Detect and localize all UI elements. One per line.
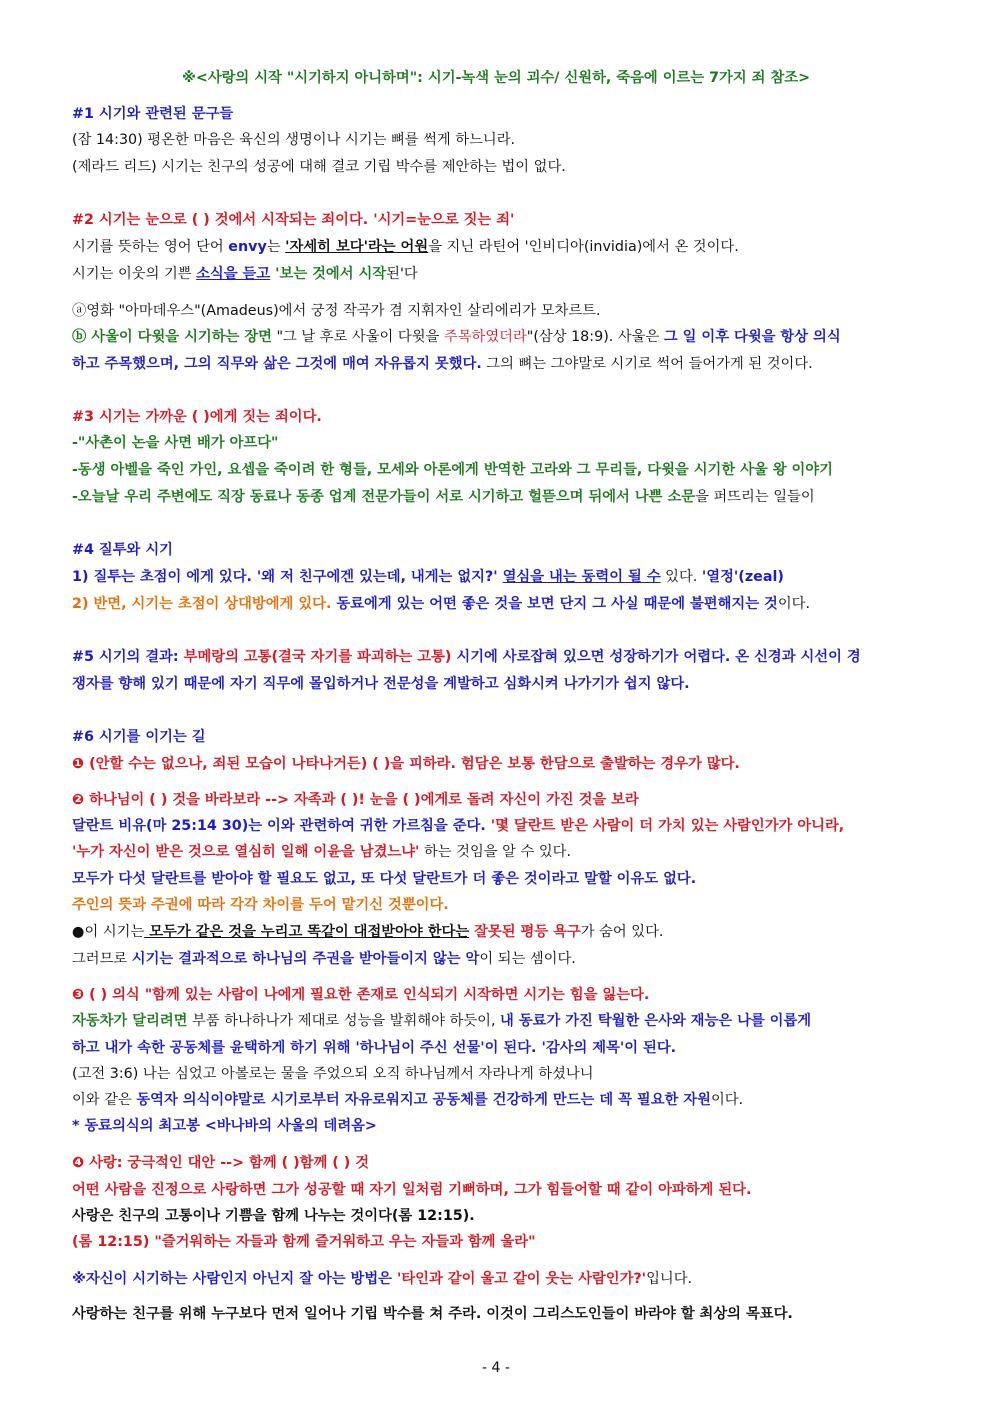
text: '누가 자신이 받은 것으로 열심히 일해 이윤을 남겼느냐' — [72, 844, 420, 860]
text: 그러므로 — [72, 951, 132, 967]
s6-point-2-line-2 — [72, 816, 952, 836]
text: '보는 것에서 시작 — [270, 266, 387, 282]
text: 모두가 같은 것을 누리고 똑같이 대접받아야 한다는 — [144, 924, 470, 940]
text: 는 — [266, 239, 286, 255]
section-3-title: #3 시기는 가까운 ( )에게 짓는 죄이다. — [72, 409, 322, 425]
s6-point-4-line-3: 사랑은 친구의 고통이나 기쁨을 함께 나누는 것이다(롬 12:15). — [72, 1208, 475, 1224]
text: 열심을 내는 동력이 될 수 — [502, 569, 661, 585]
s6-point-2-line-3 — [72, 842, 952, 862]
closing-line-2: 사랑하는 친구를 위해 누구보다 먼저 일어나 기립 박수를 쳐 주라. 이것이 그리스도인들이 바라야 할 최상의 목표다. — [72, 1306, 793, 1322]
text: '자세히 보다'라는 어원 — [285, 239, 429, 255]
s6-point-3-line-5 — [72, 1090, 952, 1110]
s6-point-1: ❶ (안할 수는 없으나, 죄된 모습이 나타나거든) ( )을 피하라. 험담은 보통 한담으로 출발하는 경우가 많다. — [72, 756, 740, 772]
s3-line-3 — [72, 487, 952, 507]
text: "(삼상 18:9). 사울은 — [526, 329, 664, 345]
text: 2) 반면, 시기는 초점이 상대방에게 있다. — [72, 596, 332, 612]
text: 있다. — [660, 569, 702, 585]
section-1-title: #1 시기와 관련된 문구들 — [72, 106, 234, 122]
text: 입니다. — [646, 1271, 693, 1287]
s2-line-5 — [72, 354, 952, 374]
text: 자동차가 달리려면 — [72, 1013, 188, 1029]
text: 주목하였더라 — [443, 329, 527, 345]
section-4-title: #4 질투와 시기 — [72, 542, 173, 558]
s2-line-4 — [72, 327, 952, 347]
text: '몇 달란트 받은 사람이 더 가치 있는 사람인가가 아니라, — [485, 818, 845, 834]
s6-point-4-line-1: ❹ 사랑: 궁극적인 대안 --> 함께 ( )함께 ( ) 것 — [72, 1155, 370, 1171]
s6-point-2-line-5: 주인의 뜻과 주권에 따라 각각 차이를 두어 맡기신 것뿐이다. — [72, 897, 449, 913]
s6-point-3-line-1: ❸ ( ) 의식 "함께 있는 사람이 나에게 필요한 존재로 인식되기 시작하면 시기는 힘을 잃는다. — [72, 987, 650, 1003]
s6-point-2-line-4: 모두가 다섯 달란트를 받아야 할 필요도 없고, 또 다섯 달란트가 더 좋은 것이라고 말할 이유도 없다. — [72, 871, 697, 887]
text: #5 시기의 결과: — [72, 649, 184, 665]
text: ●이 시기는 — [72, 924, 145, 940]
s3-line-2: -동생 아벨을 죽인 가인, 요셉을 죽이려 한 형들, 모세와 아론에게 반역한 고라와 그 무리들, 다윗을 시기한 사울 왕 이야기 — [72, 462, 833, 478]
s5-line-2: 쟁자를 향해 있기 때문에 자기 직무에 몰입하거나 전문성을 계발하고 심화시켜 나가기가 쉽지 않다. — [72, 676, 690, 692]
s2-line-2 — [72, 264, 952, 284]
s1-line-2: (제라드 리드) 시기는 친구의 성공에 대해 결코 기립 박수를 제안하는 법이 없다. — [72, 159, 566, 175]
text: envy — [228, 239, 267, 255]
text: 소식을 듣고 — [196, 266, 271, 282]
s6-point-4-line-2: 어떤 사람을 진정으로 사랑하면 그가 성공할 때 자기 일처럼 기뻐하며, 그가 힘들어할 때 같이 아파하게 된다. — [72, 1182, 752, 1198]
text: 된'다 — [386, 266, 418, 282]
s6-point-4-line-4: (롬 12:15) "즐거워하는 자들과 함께 즐거워하고 우는 자들과 함께 울라" — [72, 1234, 536, 1250]
text: 잘못된 평등 욕구 — [469, 924, 581, 940]
s3-line-1: -"사촌이 논을 사면 배가 아프다" — [72, 435, 279, 451]
text: 내 동료가 가진 탁월한 은사와 재능은 나를 이롭게 — [500, 1013, 812, 1029]
closing-line-1 — [72, 1269, 952, 1289]
text: 1) 질투는 초점이 에게 있다. '왜 저 친구에겐 있는데, 내게는 없지?' — [72, 569, 503, 585]
text: 이다. — [710, 1092, 744, 1108]
text: 부품 하나하나가 제대로 성능을 발휘해야 하듯이, — [187, 1013, 501, 1029]
text: 달란트 비유(마 25:14 30)는 이와 관련하여 귀한 가르침을 준다. — [72, 818, 486, 834]
section-6-title: #6 시기를 이기는 길 — [72, 729, 206, 745]
text: 동역자 의식이야말로 시기로부터 자유로워지고 공동체를 건강하게 만드는 데 꼭 필요한 자원 — [136, 1092, 711, 1108]
text: 시기는 이웃의 기쁜 — [72, 266, 197, 282]
text: 시기를 뜻하는 영어 단어 — [72, 239, 229, 255]
text: 부메랑의 고통(결국 자기를 파괴하는 고통) — [183, 649, 452, 665]
s1-line-1: (잠 14:30) 평온한 마음은 육신의 생명이나 시기는 뼈를 썩게 하느니라. — [72, 132, 516, 148]
s6-point-3-line-4: (고전 3:6) 나는 심었고 아볼로는 물을 주었으되 오직 하나님께서 자라나게 하셨나니 — [72, 1066, 594, 1082]
text: 이 되는 셈이다. — [479, 951, 576, 967]
text: '열정'(zeal) — [701, 569, 784, 585]
s4-line-2 — [72, 594, 952, 614]
text: 을 지닌 라틴어 '인비디아(invidia)에서 온 것이다. — [428, 239, 739, 255]
s6-point-2-line-1: ❷ 하나님이 ( ) 것을 바라보라 --> 자족과 ( )! 눈을 ( )에게로 돌려 자신이 가진 것을 보라 — [72, 792, 639, 808]
text: 시기에 사로잡혀 있으면 성장하기가 어렵다. 온 신경과 시선이 경 — [451, 649, 861, 665]
section-2-title: #2 시기는 눈으로 ( ) 것에서 시작되는 죄이다. '시기=눈으로 짓는 죄' — [72, 212, 515, 228]
s6-point-2-line-7 — [72, 949, 952, 969]
text: 하고 주목했으며, 그의 직무와 삶은 그것에 매여 자유롭지 못했다. — [72, 356, 482, 372]
text: 이와 같은 — [72, 1092, 137, 1108]
text: -오늘날 우리 주변에도 직장 동료나 동종 업계 전문가들이 서로 시기하고 헐뜯으며 뒤에서 나쁜 소문 — [72, 489, 696, 505]
text: 동료에게 있는 어떤 좋은 것을 보면 단지 그 사실 때문에 불편해지는 것 — [331, 596, 778, 612]
text: ※자신이 시기하는 사람인지 아닌지 잘 아는 방법은 — [72, 1271, 397, 1287]
text: ⓑ 사울이 다윗을 시기하는 장면 — [72, 329, 272, 345]
s5-line-1 — [72, 647, 952, 667]
text: 하는 것임을 알 수 있다. — [419, 844, 572, 860]
text: '타인과 같이 울고 같이 웃는 사람인가?' — [396, 1271, 647, 1287]
s2-line-1 — [72, 237, 952, 257]
s6-point-3-line-3: 하고 내가 속한 공동체를 윤택하게 하기 위해 '하나님이 주신 선물'이 된다. '감사의 제목'이 된다. — [72, 1040, 677, 1056]
text: 그의 뼈는 그야말로 시기로 썩어 들어가게 된 것이다. — [481, 356, 813, 372]
text: 을 퍼뜨리는 일들이 — [695, 489, 815, 505]
s6-point-3-line-6: * 동료의식의 최고봉 <바나바의 사울의 데려옴> — [72, 1118, 377, 1134]
text: 가 숨어 있다. — [580, 924, 664, 940]
s2-line-3: ⓐ영화 "아마데우스"(Amadeus)에서 궁정 작곡가 겸 지휘자인 살리에리가 모차르트. — [72, 303, 601, 319]
s4-line-1 — [72, 567, 952, 587]
text: 그 일 이후 다윗을 항상 의식 — [663, 329, 841, 345]
s6-point-3-line-2 — [72, 1011, 952, 1031]
text: "그 날 후로 사울이 다윗을 — [271, 329, 444, 345]
text: 시기는 결과적으로 하나님의 주권을 받아들이지 않는 악 — [131, 951, 480, 967]
s6-point-2-line-6 — [72, 922, 952, 942]
header-note: ※<사랑의 시작 "시기하지 아니하며": 시기-녹색 눈의 괴수/ 신원하, 죽음에 이르는 7가지 죄 참조> — [181, 70, 811, 86]
text: 이다. — [777, 596, 811, 612]
page-number: - 4 - — [482, 1360, 510, 1376]
